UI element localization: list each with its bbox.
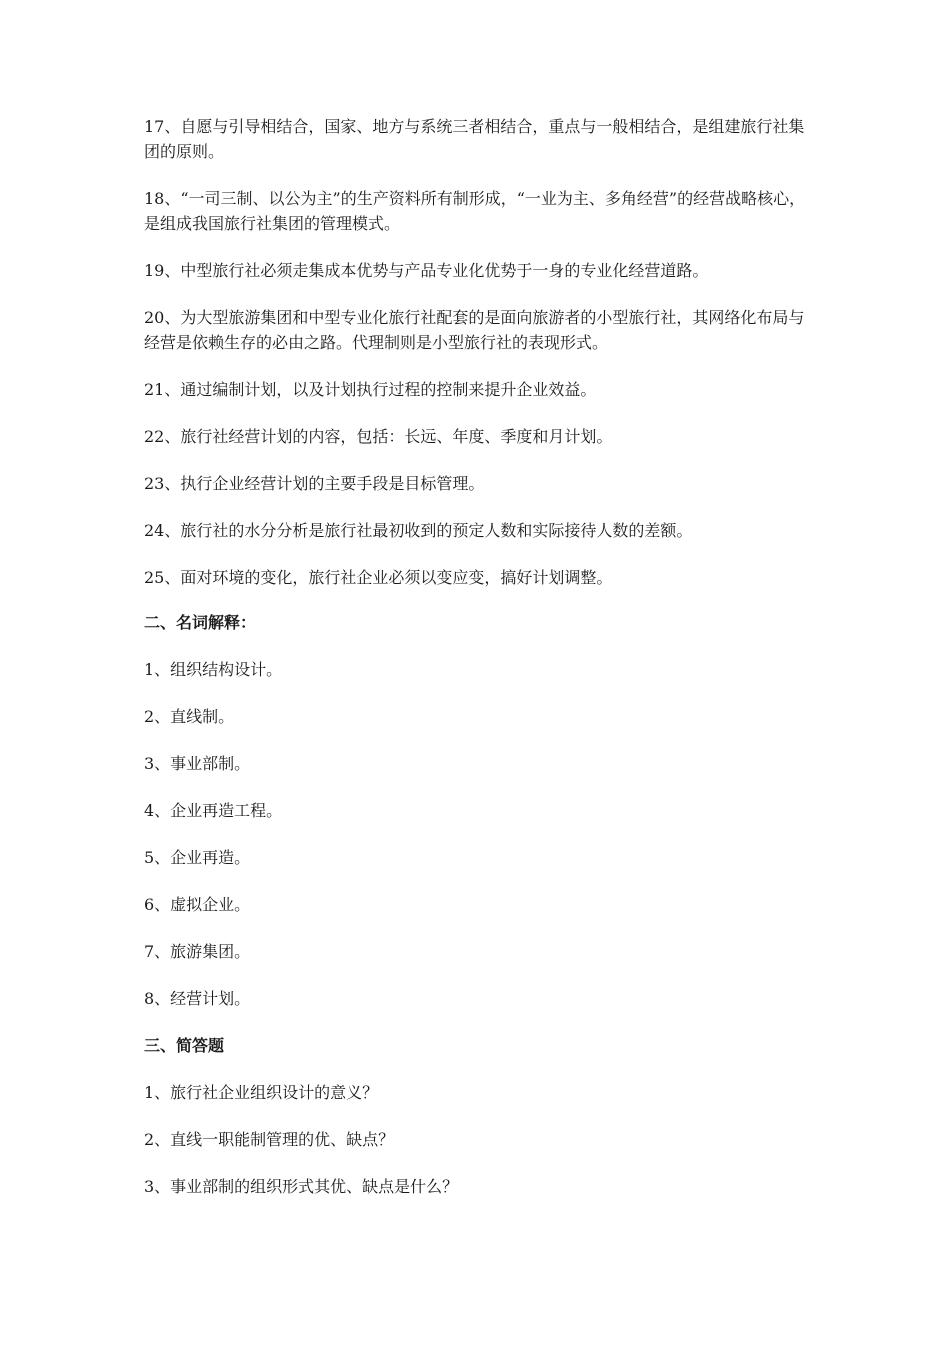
section-heading-short-answer: 三、简答题 — [144, 1036, 225, 1055]
term-item: 5、企业再造。 — [144, 848, 251, 867]
section-heading-terms: 二、名词解释： — [144, 613, 257, 632]
term-item: 4、企业再造工程。 — [144, 801, 283, 820]
document-content — [144, 114, 812, 1223]
term-item: 8、经营计划。 — [144, 989, 251, 1008]
statement-item: 23、执行企业经营计划的主要手段是目标管理。 — [144, 474, 485, 493]
statement-item: 18、“一司三制、以公为主”的生产资料所有制形成，“一业为主、多角经营”的经营战略核心，是组成我国旅行社集团的管理模式。 — [144, 189, 806, 233]
term-item: 7、旅游集团。 — [144, 942, 251, 961]
statement-item: 21、通过编制计划，以及计划执行过程的控制来提升企业效益。 — [144, 380, 597, 399]
statement-item: 25、面对环境的变化，旅行社企业必须以变应变，搞好计划调整。 — [144, 568, 613, 587]
question-item: 3、事业部制的组织形式其优、缺点是什么？ — [144, 1177, 459, 1196]
term-item: 2、直线制。 — [144, 707, 235, 726]
statement-item: 17、自愿与引导相结合，国家、地方与系统三者相结合，重点与一般相结合，是组建旅行社集团的原则。 — [144, 117, 805, 161]
statement-item: 19、中型旅行社必须走集成本优势与产品专业化优势于一身的专业化经营道路。 — [144, 261, 709, 280]
question-item: 1、旅行社企业组织设计的意义？ — [144, 1083, 379, 1102]
term-item: 1、组织结构设计。 — [144, 660, 283, 679]
statement-item: 20、为大型旅游集团和中型专业化旅行社配套的是面向旅游者的小型旅行社，其网络化布局与经营是依赖生存的必由之路。代理制则是小型旅行社的表现形式。 — [144, 308, 805, 352]
term-item: 6、虚拟企业。 — [144, 895, 251, 914]
statement-item: 22、旅行社经营计划的内容，包括：长远、年度、季度和月计划。 — [144, 427, 613, 446]
question-item: 2、直线一职能制管理的优、缺点？ — [144, 1130, 395, 1149]
term-item: 3、事业部制。 — [144, 754, 251, 773]
statement-item: 24、旅行社的水分分析是旅行社最初收到的预定人数和实际接待人数的差额。 — [144, 521, 693, 540]
